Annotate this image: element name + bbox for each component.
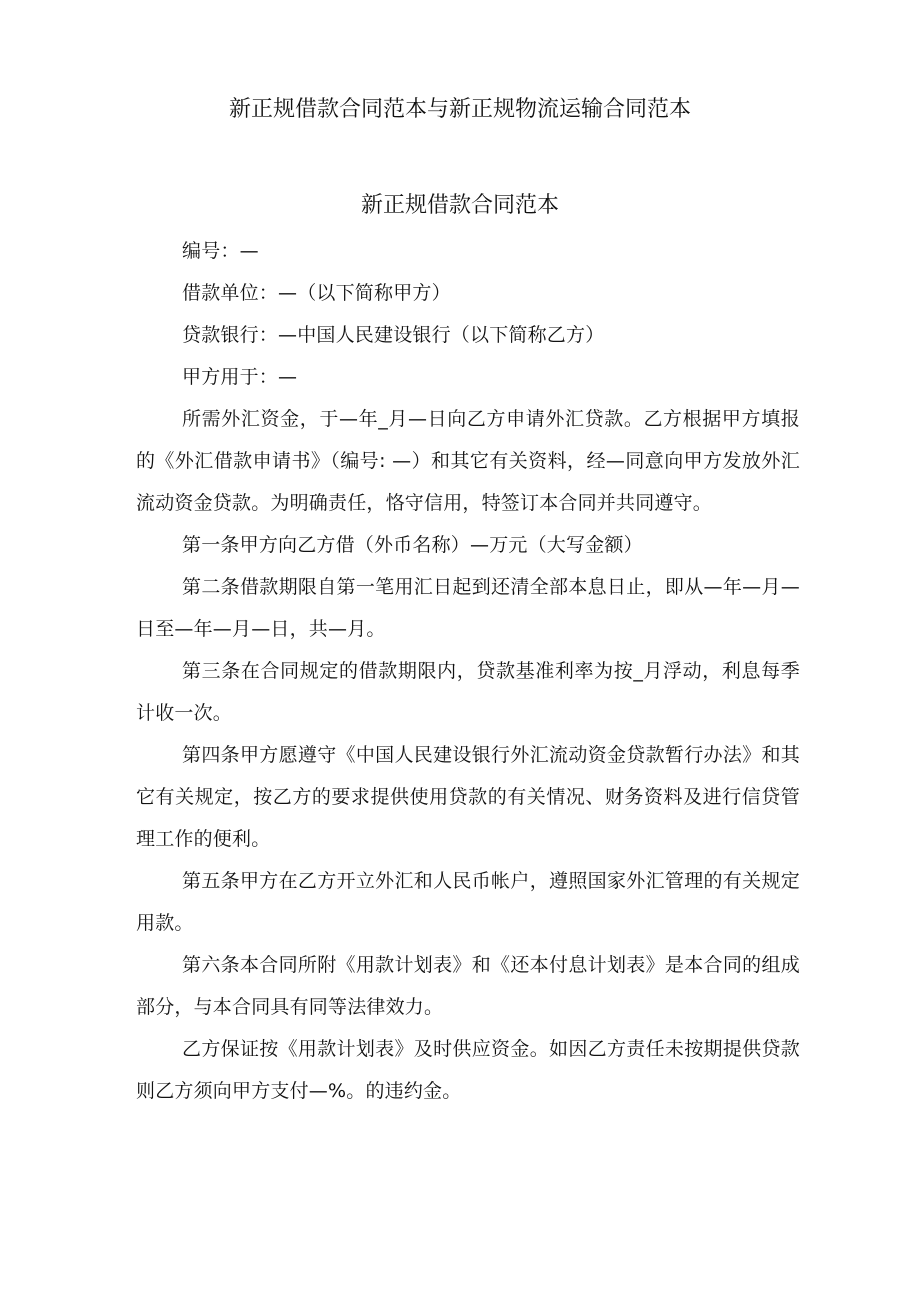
contract-number-line: 编号：— bbox=[182, 240, 259, 262]
article-3: 第三条在合同规定的借款期限内，贷款基准利率为按_月浮动，利息每季计收一次。 bbox=[136, 660, 800, 724]
section-title: 新正规借款合同范本 bbox=[360, 193, 559, 218]
article-1: 第一条甲方向乙方借（外币名称）—万元（大写金额） bbox=[182, 534, 643, 556]
purpose-line: 甲方用于：— bbox=[182, 366, 298, 388]
borrower-line: 借款单位：—（以下简称甲方） bbox=[182, 282, 451, 304]
article-2: 第二条借款期限自第一笔用汇日起到还清全部本息日止，即从—年—月—日至—年—月—日，共—月。 bbox=[136, 576, 800, 640]
document-title: 新正规借款合同范本与新正规物流运输合同范本 bbox=[228, 97, 691, 122]
contract-body bbox=[136, 230, 800, 1112]
article-6: 第六条本合同所附《用款计划表》和《还本付息计划表》是本合同的组成部分，与本合同具有同等法律效力。 bbox=[136, 954, 800, 1018]
application-paragraph: 所需外汇资金，于—年_月—日向乙方申请外汇贷款。乙方根据甲方填报的《外汇借款申请书》（编号: —）和其它有关资料，经—同意向甲方发放外汇流动资金贷款。为明确责任，恪守信用，特签订本合同并共同遵守。 bbox=[136, 408, 800, 514]
article-5: 第五条甲方在乙方开立外汇和人民币帐户，遵照国家外汇管理的有关规定用款。 bbox=[136, 870, 800, 934]
funding-guarantee-paragraph: 乙方保证按《用款计划表》及时供应资金。如因乙方责任未按期提供贷款则乙方须向甲方支付—%。的违约金。 bbox=[136, 1038, 800, 1102]
article-4: 第四条甲方愿遵守《中国人民建设银行外汇流动资金贷款暂行办法》和其它有关规定，按乙方的要求提供使用贷款的有关情况、财务资料及进行信贷管理工作的便利。 bbox=[136, 744, 800, 850]
lender-bank-line: 贷款银行：—中国人民建设银行（以下简称乙方） bbox=[182, 324, 605, 346]
